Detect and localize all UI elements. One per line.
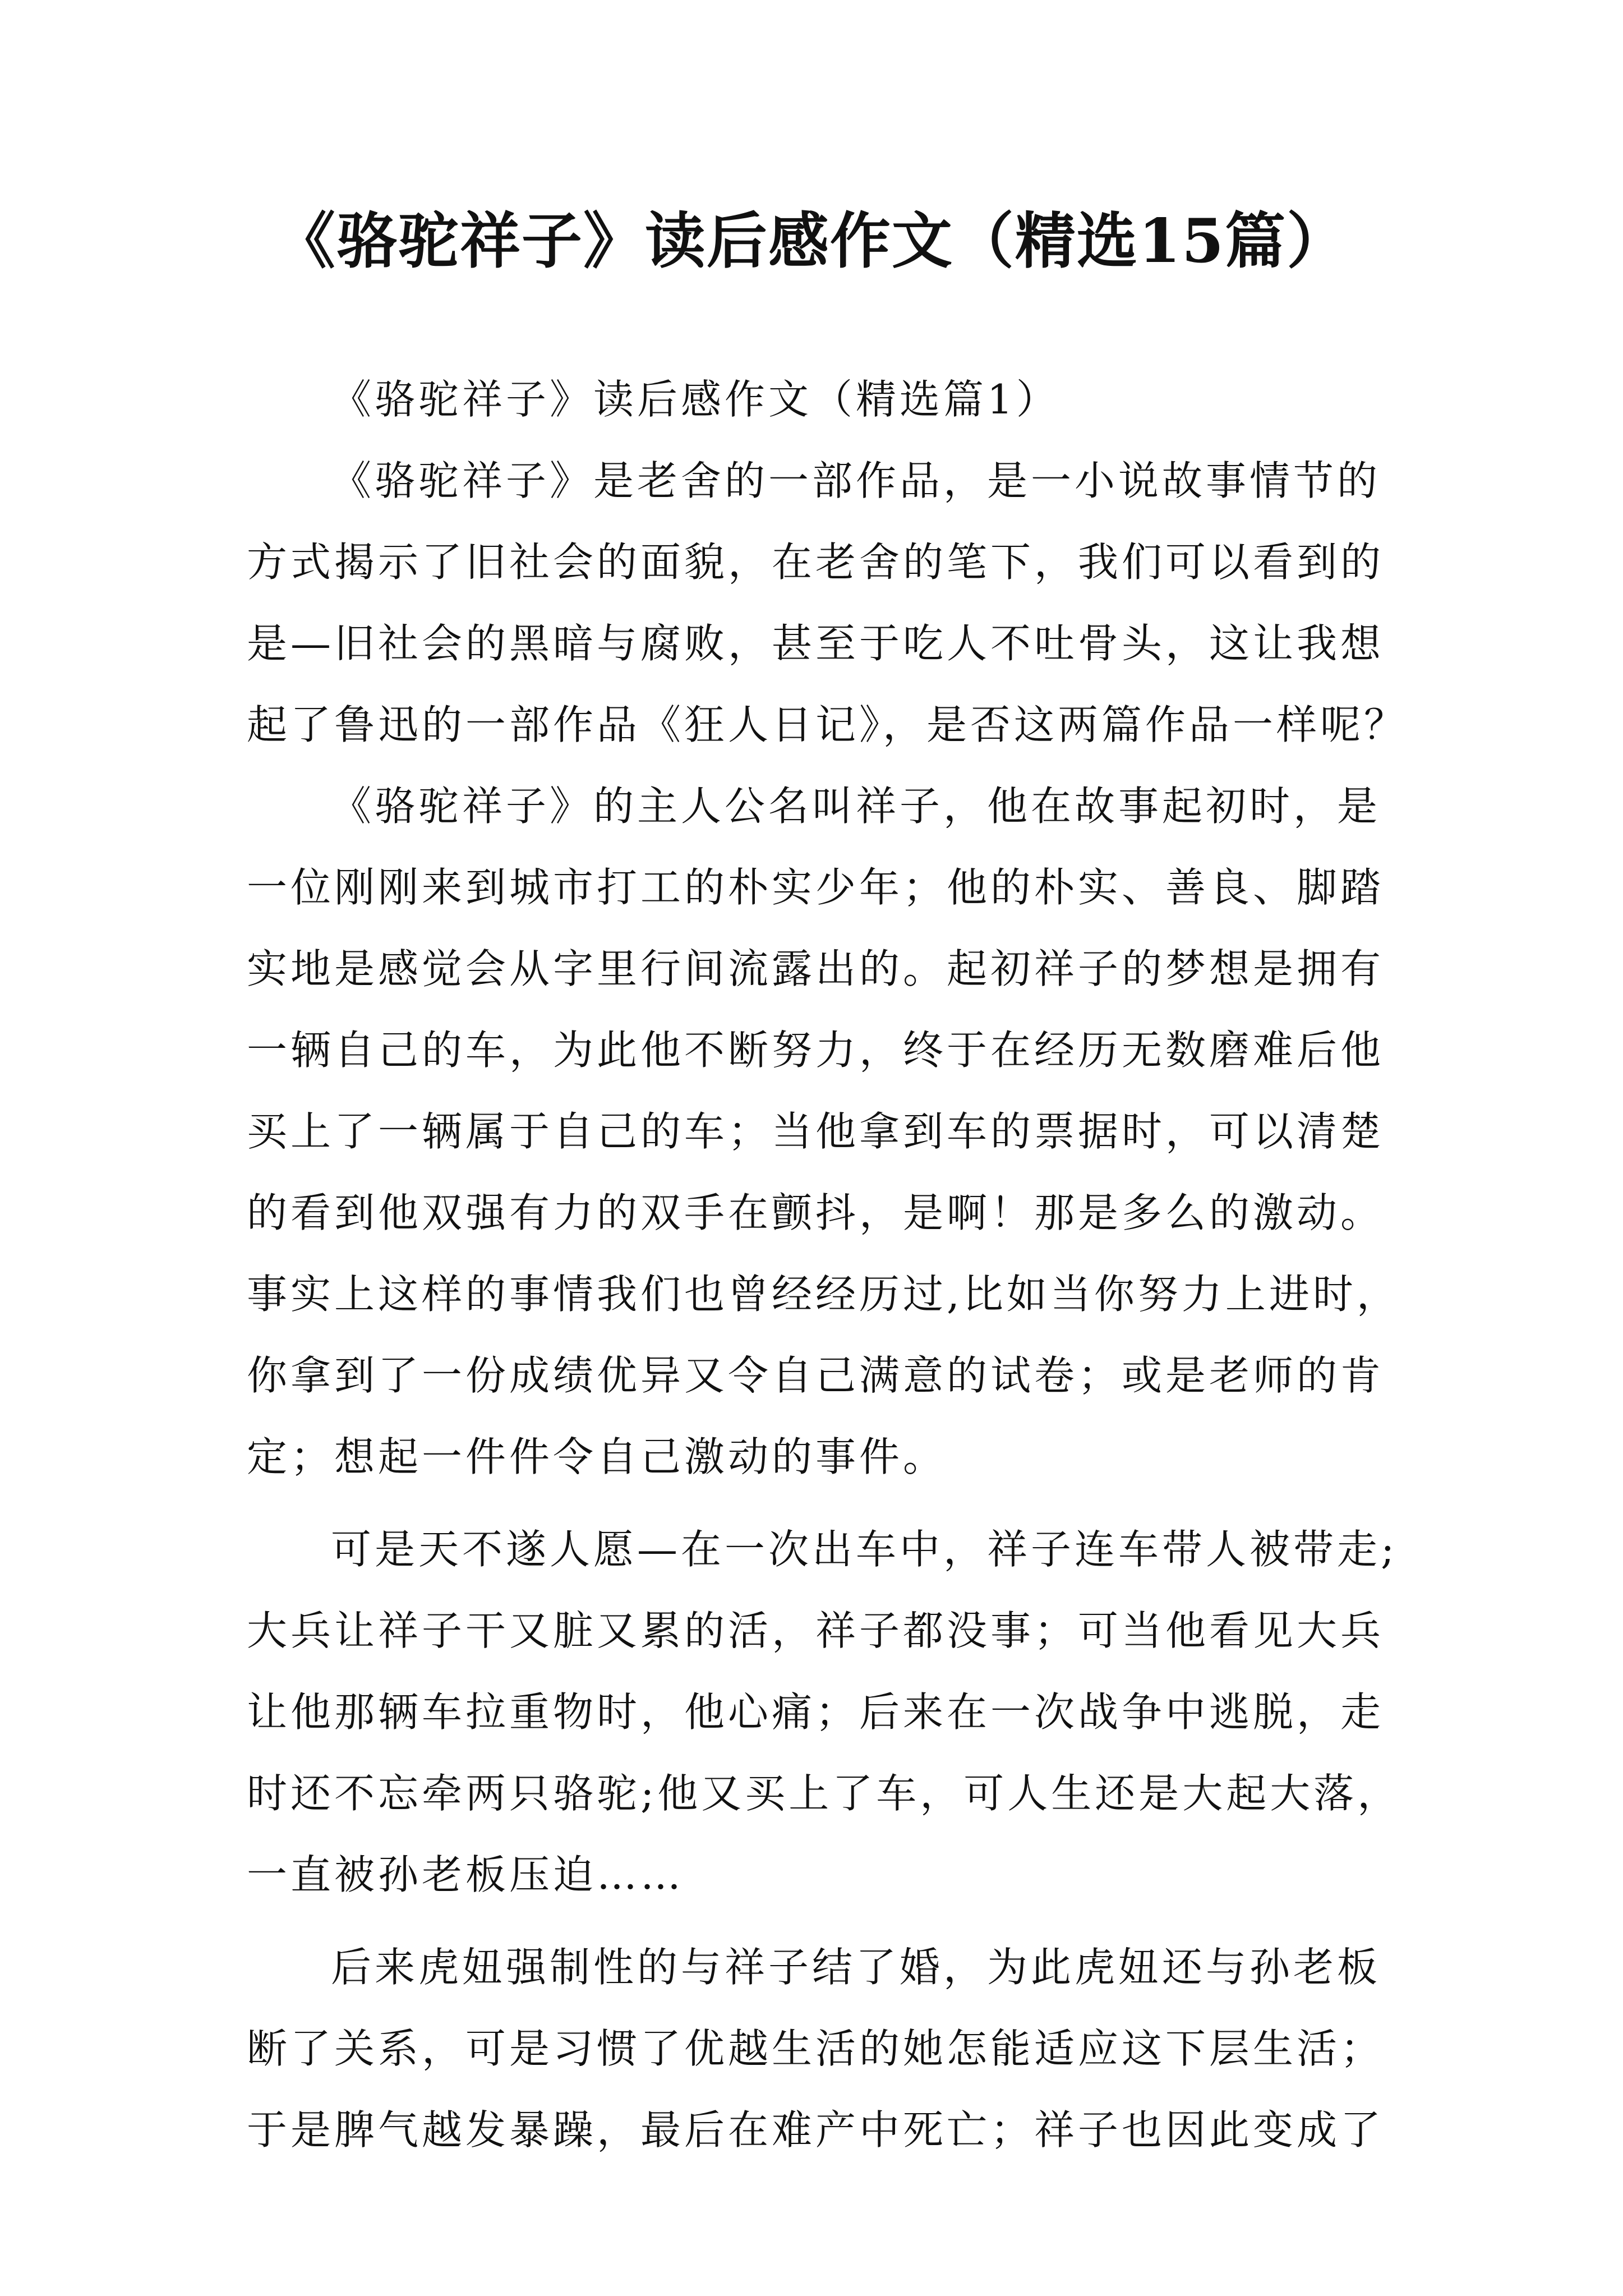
paragraph-4 [247, 1927, 1385, 2171]
document-body [247, 359, 1408, 2171]
paragraph-line: 的看到他双强有力的双手在颤抖，是啊！那是多么的激动。 [247, 1189, 1385, 1236]
paragraph-line: 《骆驼祥子》是老舍的一部作品，是一小说故事情节的 [331, 457, 1381, 504]
paragraph-spacer [247, 1498, 1380, 1509]
paragraph-line: 后来虎妞强制性的与祥子结了婚，为此虎妞还与孙老板 [331, 1944, 1381, 1991]
paragraph-2 [247, 766, 1400, 1498]
paragraph-line: 可是天不遂人愿—在一次出车中，祥子连车带人被带走; [331, 1526, 1398, 1573]
paragraph-line: 起了鲁迅的一部作品《狂人日记》，是否这两篇作品一样呢？ [247, 701, 1408, 748]
paragraph-line: 大兵让祥子干又脏又累的活，祥子都没事；可当他看见大兵 [247, 1607, 1385, 1654]
paragraph-line: 时还不忘牵两只骆驼;他又买上了车，可人生还是大起大落， [247, 1770, 1401, 1817]
paragraph-line: 你拿到了一份成绩优异又令自己满意的试卷；或是老师的肯 [247, 1352, 1385, 1399]
paragraph-line: 事实上这样的事情我们也曾经经历过,比如当你努力上进时， [247, 1271, 1400, 1318]
paragraph-spacer [247, 1916, 1380, 1927]
paragraph-line: 让他那辆车拉重物时，他心痛；后来在一次战争中逃脱，走 [247, 1688, 1385, 1736]
paragraph-line: 一辆自己的车，为此他不断努力，终于在经历无数磨难后他 [247, 1027, 1385, 1074]
document-title: 《骆驼祥子》读后感作文（精选15篇） [274, 206, 1349, 277]
paragraph-line: 是—旧社会的黑暗与腐败，甚至于吃人不吐骨头，这让我想 [247, 620, 1385, 667]
paragraph-line: 方式揭示了旧社会的面貌，在老舍的笔下，我们可以看到的 [247, 539, 1385, 586]
paragraph-3 [247, 1509, 1401, 1916]
paragraph-line: 于是脾气越发暴躁，最后在难产中死亡；祥子也因此变成了 [247, 2106, 1385, 2154]
paragraph-line: 买上了一辆属于自己的车；当他拿到车的票据时，可以清楚 [247, 1108, 1385, 1155]
paragraph-line: 一位刚刚来到城市打工的朴实少年；他的朴实、善良、脚踏 [247, 864, 1385, 911]
paragraph-line: 《骆驼祥子》的主人公名叫祥子，他在故事起初时，是 [331, 783, 1381, 830]
paragraph-line: 实地是感觉会从字里行间流露出的。起初祥子的梦想是拥有 [247, 945, 1385, 992]
paragraph-line: 一直被孙老板压迫…… [247, 1851, 685, 1898]
paragraph-line: 定；想起一件件令自己激动的事件。 [247, 1433, 947, 1480]
paragraph-line: 断了关系，可是习惯了优越生活的她怎能适应这下层生活； [247, 2025, 1385, 2072]
paragraph-1 [247, 440, 1408, 766]
section-heading: 《骆驼祥子》读后感作文（精选篇1） [331, 376, 1060, 423]
